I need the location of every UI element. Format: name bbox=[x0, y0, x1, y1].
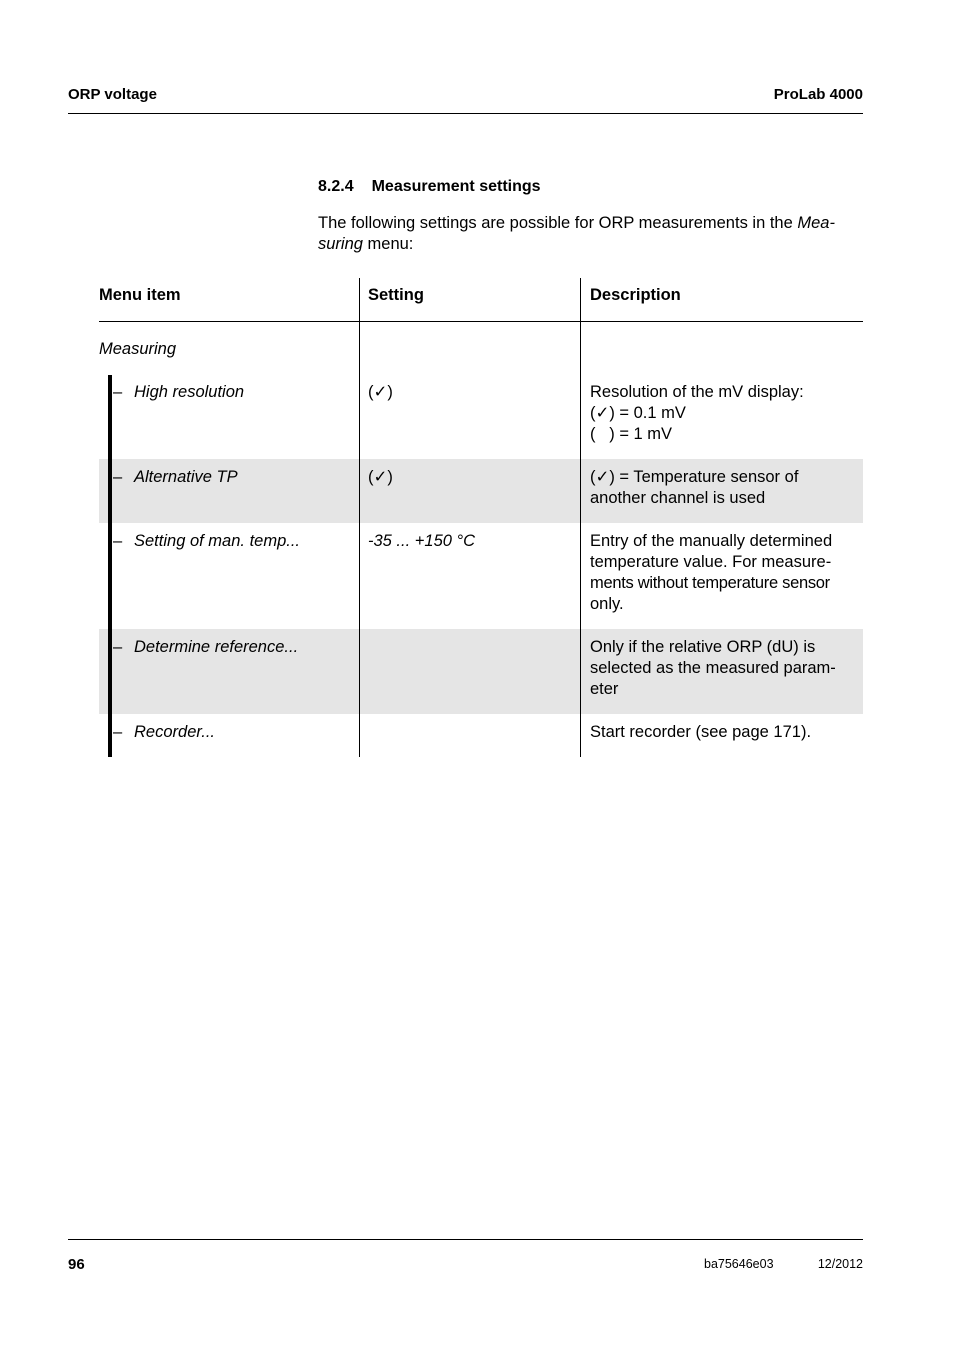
description-line: ( ) = 1 mV bbox=[590, 425, 673, 443]
description-line: selected as the measured param- bbox=[590, 659, 836, 677]
description-determine-reference bbox=[590, 637, 836, 700]
section-heading bbox=[318, 178, 541, 196]
col-header-setting: Setting bbox=[368, 286, 424, 304]
footer-rule bbox=[68, 1239, 863, 1240]
tree-dash: – bbox=[113, 532, 123, 550]
table-header-rule bbox=[99, 321, 863, 322]
intro-paragraph bbox=[318, 213, 866, 255]
tree-dash: – bbox=[113, 638, 123, 656]
description-alternative-tp bbox=[590, 467, 798, 509]
tree-dash: – bbox=[113, 383, 123, 401]
tree-dash: – bbox=[113, 468, 123, 486]
publication-date: 12/2012 bbox=[817, 1257, 863, 1271]
column-divider-1 bbox=[359, 278, 360, 757]
menu-item-recorder: Recorder... bbox=[134, 723, 216, 741]
tree-dash: – bbox=[113, 723, 123, 741]
section-title: Measurement settings bbox=[371, 178, 541, 195]
setting-manual-temp: -35 ... +150 °C bbox=[368, 532, 476, 550]
header-section-title: ORP voltage bbox=[68, 86, 157, 103]
description-line: only. bbox=[590, 595, 624, 613]
intro-text-2: menu: bbox=[362, 235, 414, 253]
document-id: ba75646e03 bbox=[704, 1257, 774, 1271]
menu-item-manual-temp: Setting of man. temp... bbox=[134, 532, 300, 550]
description-line: Resolution of the mV display: bbox=[590, 383, 804, 401]
description-line: eter bbox=[590, 680, 619, 698]
menu-item-high-resolution: High resolution bbox=[134, 383, 245, 401]
group-label-measuring: Measuring bbox=[99, 340, 177, 358]
description-line: another channel is used bbox=[590, 489, 766, 507]
description-line: Start recorder (see page 171). bbox=[590, 723, 812, 741]
header-product-name: ProLab 4000 bbox=[773, 86, 863, 103]
col-header-description: Description bbox=[590, 286, 681, 304]
menu-item-alternative-tp: Alternative TP bbox=[134, 468, 238, 486]
header-rule bbox=[68, 113, 863, 114]
description-line: ments without temperature sensor bbox=[590, 574, 830, 592]
section-number: 8.2.4 bbox=[318, 178, 354, 195]
description-high-resolution bbox=[590, 382, 804, 445]
description-line: Only if the relative ORP (dU) is bbox=[590, 638, 816, 656]
setting-alternative-tp: (✓) bbox=[368, 468, 393, 486]
tree-bar bbox=[108, 375, 112, 757]
intro-text-1: The following settings are possible for ORP measurements in the bbox=[318, 214, 798, 232]
description-line: temperature value. For measure- bbox=[590, 553, 832, 571]
description-line: (✓) = Temperature sensor of bbox=[590, 468, 799, 486]
intro-menu-name-1: Mea- bbox=[797, 214, 835, 232]
menu-item-determine-reference: Determine reference... bbox=[134, 638, 299, 656]
description-line: Entry of the manually determined bbox=[590, 532, 833, 550]
description-line: (✓) = 0.1 mV bbox=[590, 404, 686, 422]
page-number: 96 bbox=[68, 1256, 85, 1273]
description-recorder bbox=[590, 722, 811, 743]
intro-menu-name-2: suring bbox=[318, 235, 363, 253]
description-manual-temp bbox=[590, 531, 832, 615]
column-divider-2 bbox=[580, 278, 581, 757]
setting-high-resolution: (✓) bbox=[368, 383, 393, 401]
col-header-menu-item: Menu item bbox=[99, 286, 181, 304]
